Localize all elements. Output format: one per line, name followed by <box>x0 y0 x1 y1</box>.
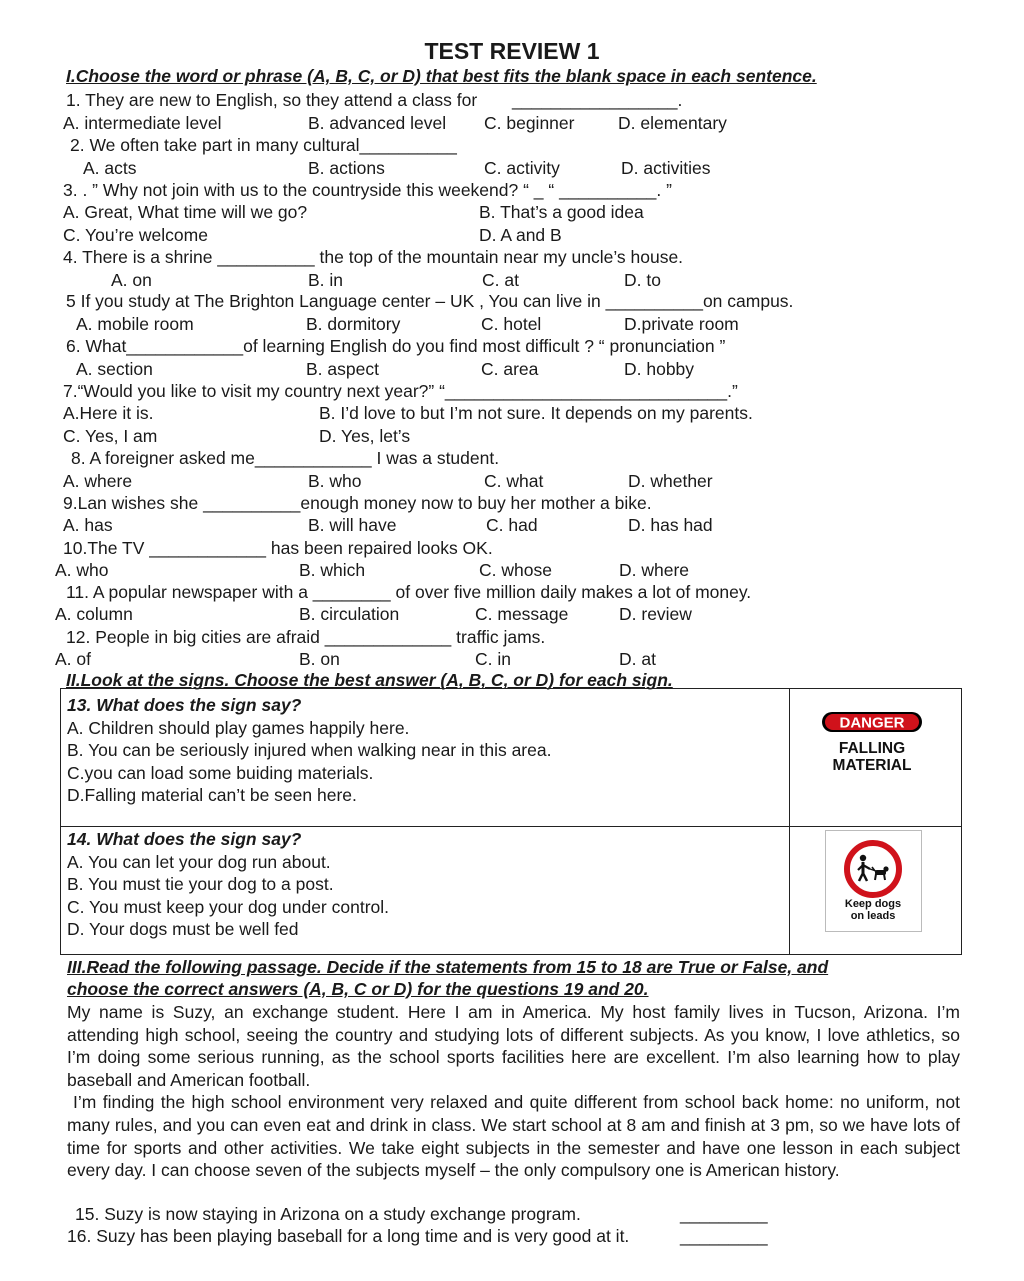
question-10: 10.The TV ____________ has been repaired looks OK. <box>63 538 493 558</box>
q1-option-b[interactable]: B. advanced level <box>308 113 447 133</box>
question-11: 11. A popular newspaper with a ________ of over five million daily makes a lot of money. <box>66 582 752 602</box>
question-2: 2. We often take part in many cultural__________ <box>70 135 457 155</box>
q4-option-d[interactable]: D. to <box>624 270 661 290</box>
question-1: 1. They are new to English, so they attend a class for <box>66 90 478 110</box>
q10-option-d[interactable]: D. where <box>619 560 690 580</box>
q13-option-c[interactable]: C.you can load some buiding materials. <box>67 763 374 783</box>
q1-option-a[interactable]: A. intermediate level <box>63 113 222 133</box>
q6-option-d[interactable]: D. hobby <box>624 359 695 379</box>
q7-option-a[interactable]: A.Here it is. <box>63 403 154 423</box>
q7-option-c[interactable]: C. Yes, I am <box>63 426 158 446</box>
reading-passage <box>67 1001 960 1182</box>
section-1-heading: I.Choose the word or phrase (A, B, C, or D) that best fits the blank space in each sentence. <box>66 66 817 86</box>
q6-option-c[interactable]: C. area <box>481 359 539 379</box>
section-3-heading: III.Read the following passage. Decide if the statements from 15 to 18 are True or False, and <box>67 957 829 977</box>
q11-option-a[interactable]: A. column <box>55 604 133 624</box>
q5-option-b[interactable]: B. dormitory <box>306 314 401 334</box>
q10-option-b[interactable]: B. which <box>299 560 366 580</box>
q2-option-b[interactable]: B. actions <box>308 158 385 178</box>
sign-material-label: MATERIAL <box>832 757 912 774</box>
question-7: 7.“Would you like to visit my country next year?” “_____________________________.” <box>63 381 738 401</box>
q14-option-c[interactable]: C. You must keep your dog under control. <box>67 897 390 917</box>
q8-option-a[interactable]: A. where <box>63 471 133 491</box>
q5-option-d[interactable]: D.private room <box>624 314 739 334</box>
question-16: 16. Suzy has been playing baseball for a long time and is very good at it. <box>67 1226 630 1246</box>
question-16-answer-blank[interactable]: _________ <box>680 1226 768 1246</box>
q11-option-d[interactable]: D. review <box>619 604 692 624</box>
q8-option-c[interactable]: C. what <box>484 471 544 491</box>
q3-option-d[interactable]: D. A and B <box>479 225 562 245</box>
q6-option-a[interactable]: A. section <box>76 359 153 379</box>
q2-option-d[interactable]: D. activities <box>621 158 711 178</box>
danger-falling-material-sign <box>815 700 930 795</box>
passage-paragraph-2: I’m finding the high school environment very relaxed and quite different from school back home: no uniform, not many rules, and you can even eat and drink in class. We start school at 8 am and finish at 3 pm, so we have lots of time for sports and other activities. We take eight subjects in the semester and have one lesson in each subject every day. I can choose seven of the subjects myself – the only compulsory one is American history. <box>67 1092 960 1181</box>
q11-option-b[interactable]: B. circulation <box>299 604 400 624</box>
q14-option-b[interactable]: B. You must tie your dog to a post. <box>67 874 334 894</box>
q8-option-b[interactable]: B. who <box>308 471 362 491</box>
q11-option-c[interactable]: C. message <box>475 604 569 624</box>
q13-option-a[interactable]: A. Children should play games happily here. <box>67 718 410 738</box>
q5-option-c[interactable]: C. hotel <box>481 314 542 334</box>
question-12: 12. People in big cities are afraid _____________ traffic jams. <box>66 627 546 647</box>
page-title: TEST REVIEW 1 <box>424 38 600 64</box>
q1-option-d[interactable]: D. elementary <box>618 113 727 133</box>
q2-option-c[interactable]: C. activity <box>484 158 560 178</box>
q4-option-b[interactable]: B. in <box>308 270 344 290</box>
question-5: 5 If you study at The Brighton Language center – UK , You can live in __________on campus. <box>66 291 794 311</box>
q8-option-d[interactable]: D. whether <box>628 471 713 491</box>
section-3-heading-continued: choose the correct answers (A, B, C or D) for the questions 19 and 20. <box>67 979 649 999</box>
question-14: 14. What does the sign say? <box>67 829 302 849</box>
sign-falling-label: FALLING <box>838 740 906 757</box>
q10-option-a[interactable]: A. who <box>55 560 109 580</box>
q2-option-a[interactable]: A. acts <box>83 158 137 178</box>
question-6: 6. What____________of learning English do you find most difficult ? “ pronunciation ” <box>66 336 726 356</box>
q3-option-a[interactable]: A. Great, What time will we go? <box>63 202 308 222</box>
q7-option-d[interactable]: D. Yes, let’s <box>319 426 411 446</box>
q4-option-a[interactable]: A. on <box>111 270 152 290</box>
q14-option-d[interactable]: D. Your dogs must be well fed <box>67 919 299 939</box>
q12-option-a[interactable]: A. of <box>55 649 91 669</box>
q13-option-d[interactable]: D.Falling material can’t be seen here. <box>67 785 357 805</box>
q4-option-c[interactable]: C. at <box>482 270 519 290</box>
q1-option-c[interactable]: C. beginner <box>484 113 575 133</box>
q12-option-b[interactable]: B. on <box>299 649 340 669</box>
question-1-blank: _________________. <box>512 90 683 110</box>
keep-dogs-on-leads-sign <box>825 830 922 932</box>
question-9: 9.Lan wishes she __________enough money now to buy her mother a bike. <box>63 493 652 513</box>
q6-option-b[interactable]: B. aspect <box>306 359 379 379</box>
q5-option-a[interactable]: A. mobile room <box>76 314 194 334</box>
q9-option-a[interactable]: A. has <box>63 515 113 535</box>
sign-keep-dogs-label: Keep dogs <box>844 898 902 910</box>
question-4: 4. There is a shrine __________ the top of the mountain near my uncle’s house. <box>63 247 684 267</box>
section-2-heading: II.Look at the signs. Choose the best answer (A, B, C, or D) for each sign. <box>66 670 673 690</box>
q7-option-b[interactable]: B. I’d love to but I’m not sure. It depends on my parents. <box>319 403 753 423</box>
q3-option-b[interactable]: B. That’s a good idea <box>479 202 644 222</box>
q9-option-b[interactable]: B. will have <box>308 515 397 535</box>
question-15-answer-blank[interactable]: _________ <box>680 1204 768 1224</box>
question-8: 8. A foreigner asked me____________ I was a student. <box>71 448 500 468</box>
q9-option-d[interactable]: D. has had <box>628 515 713 535</box>
sign-on-leads-label: on leads <box>850 910 896 922</box>
question-15: 15. Suzy is now staying in Arizona on a study exchange program. <box>75 1204 581 1224</box>
q13-option-b[interactable]: B. You can be seriously injured when walking near in this area. <box>67 740 552 760</box>
question-13: 13. What does the sign say? <box>67 695 302 715</box>
q10-option-c[interactable]: C. whose <box>479 560 552 580</box>
passage-paragraph-1: My name is Suzy, an exchange student. Here I am in America. My host family lives in Tucson, Arizona. I’m attending high school, seeing the country and studying lots of different subjects. As you know, I love athletics, so I’m doing some serious running, as the school sports facilities here are excellent. I’m also learning how to play baseball and American football. <box>67 1002 960 1090</box>
table-column-divider <box>789 689 790 954</box>
q3-option-c[interactable]: C. You’re welcome <box>63 225 208 245</box>
sign-danger-label: DANGER <box>839 714 905 732</box>
q12-option-c[interactable]: C. in <box>475 649 511 669</box>
q9-option-c[interactable]: C. had <box>486 515 538 535</box>
q14-option-a[interactable]: A. You can let your dog run about. <box>67 852 331 872</box>
q12-option-d[interactable]: D. at <box>619 649 656 669</box>
table-row-divider <box>61 826 961 827</box>
question-3: 3. . ” Why not join with us to the countryside this weekend? “ _ “ __________. ” <box>63 180 672 200</box>
